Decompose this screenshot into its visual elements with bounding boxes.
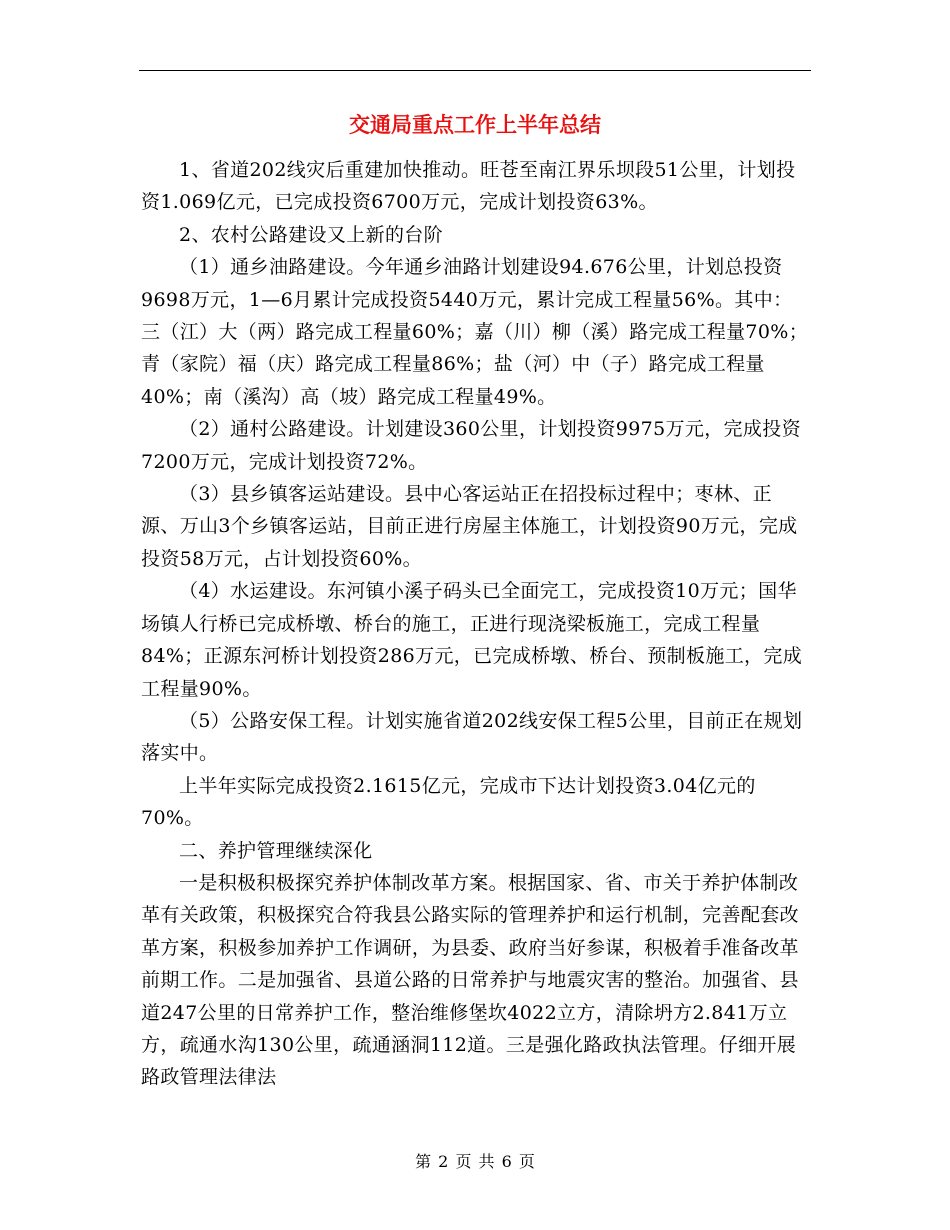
paragraph-10: 一是积极积极探究养护体制改革方案。根据国家、省、市关于养护体制改革有关政策，积极探究合符我县公路实际的管理养护和运行机制，完善配套改革方案，积极参加养护工作调研，为县委、政府当好参谋，积极着手准备改革前期工作。二是加强省、县道公路的日常养护与地震灾害的整治。加强省、县道247公里的日常养护工作，整治维修堡坎4022立方，清除坍方2.841万立方，疏通水沟130公里，疏通涵洞112道。三是强化路政执法管理。仔细开展路政管理法律法 — [141, 871, 799, 1089]
paragraph-8: 上半年实际完成投资2.1615亿元，完成市下达计划投资3.04亿元的70%。 — [141, 774, 756, 830]
paragraph-7: （5）公路安保工程。计划实施省道202线安保工程5公里，目前正在规划落实中。 — [141, 709, 803, 765]
header-rule — [139, 70, 811, 71]
document-title: 交通局重点工作上半年总结 — [349, 113, 601, 137]
paragraph-3: （1）通乡油路建设。今年通乡油路计划建设94.676公里，计划总投资9698万元，1—6月累计完成投资5440万元，累计完成工程量56%。其中：三（江）大（两）路完成工程量60%；嘉（川）柳（溪）路完成工程量70%；青（家院）福（庆）路完成工程量86%；盐（河）中（子）路完成工程量40%；南（溪沟）高（坡）路完成工程量49%。 — [141, 256, 809, 408]
paragraph-1: 1、省道202线灾后重建加快推动。旺苍至南江界乐坝段51公里，计划投资1.069亿元，已完成投资6700万元，完成计划投资63%。 — [141, 159, 796, 214]
document-body — [141, 154, 809, 1094]
paragraph-9: 二、养护管理继续深化 — [179, 839, 373, 862]
paragraph-4: （2）通村公路建设。计划建设360公里，计划投资9975万元，完成投资7200万元，完成计划投资72%。 — [141, 418, 801, 473]
paragraph-5: （3）县乡镇客运站建设。县中心客运站正在招投标过程中；枣林、正源、万山3个乡镇客运站，目前正进行房屋主体施工，计划投资90万元，完成投资58万元，占计划投资60%。 — [141, 483, 798, 570]
paragraph-2: 2、农村公路建设又上新的台阶 — [179, 223, 443, 246]
paragraph-6: （4）水运建设。东河镇小溪子码头已全面完工，完成投资10万元；国华场镇人行桥已完成桥墩、桥台的施工，正进行现浇梁板施工，完成工程量84%；正源东河桥计划投资286万元，已完成桥墩、桥台、预制板施工，完成工程量90%。 — [141, 580, 803, 700]
page-footer: 第 2 页 共 6 页 — [415, 1152, 535, 1171]
